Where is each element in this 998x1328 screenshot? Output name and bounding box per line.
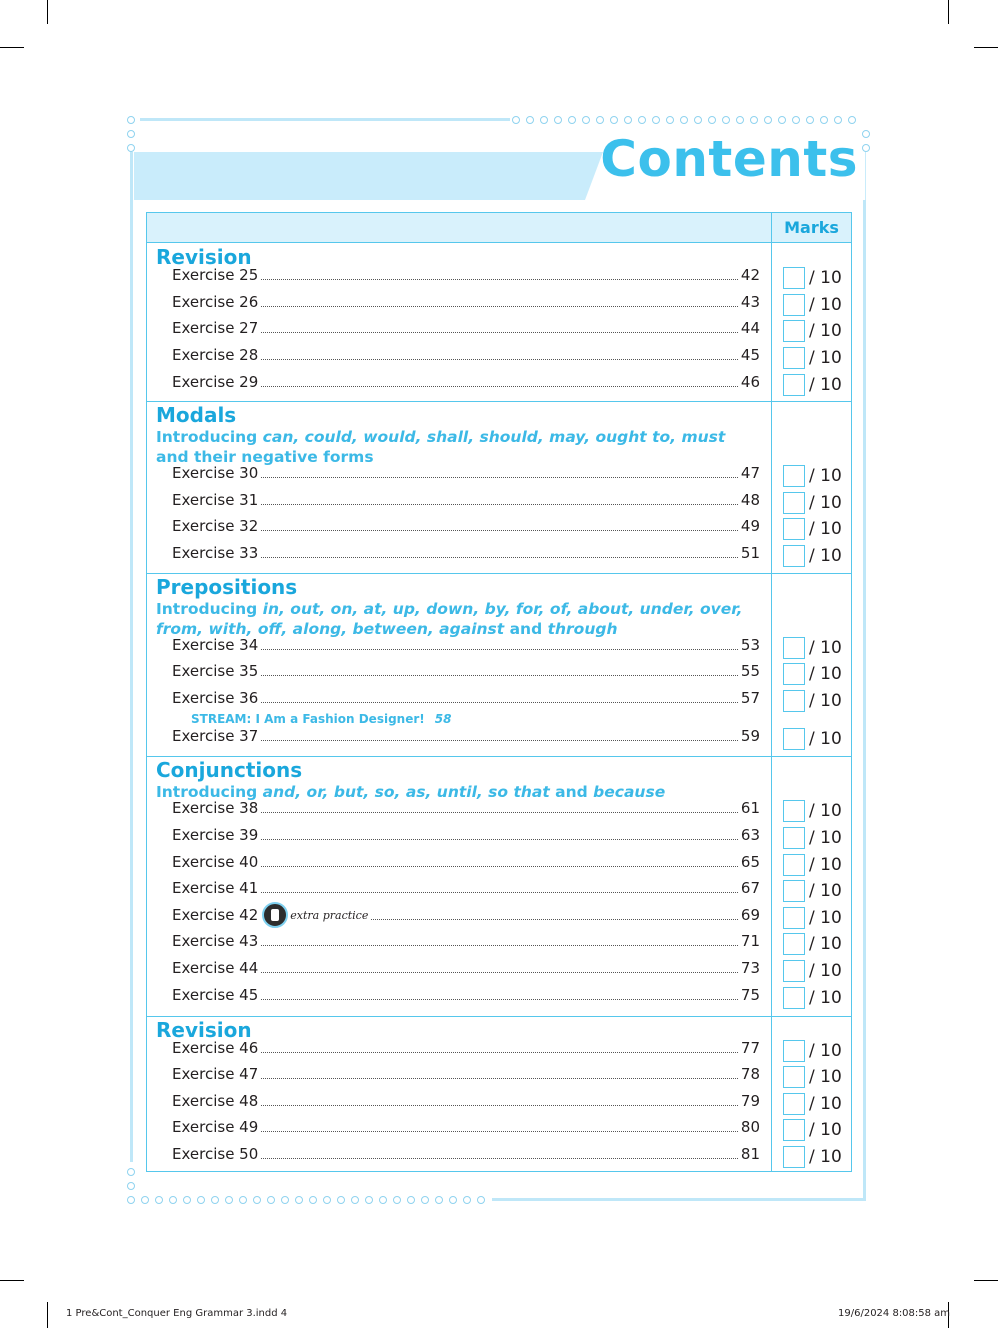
mark-input-box[interactable]	[783, 690, 805, 712]
mark-total: / 10	[809, 546, 842, 566]
mark-entry	[783, 960, 842, 982]
mark-input-box[interactable]	[783, 374, 805, 396]
dot-leader	[261, 999, 738, 1000]
mark-input-box[interactable]	[783, 827, 805, 849]
exercise-name: Exercise 50	[172, 1145, 259, 1163]
page-number: 42	[740, 266, 760, 284]
exercise-name: Exercise 36	[172, 689, 259, 707]
page-number: 75	[740, 986, 760, 1004]
frame-dot	[694, 116, 702, 124]
mark-input-box[interactable]	[783, 1093, 805, 1115]
mark-entry	[783, 880, 842, 902]
mark-entry	[783, 545, 842, 567]
frame-dot	[127, 116, 135, 124]
exercise-name: Exercise 26	[172, 293, 259, 311]
exercise-name: Exercise 48	[172, 1092, 259, 1110]
mark-input-box[interactable]	[783, 728, 805, 750]
frame-dot	[862, 130, 870, 138]
mark-entry	[783, 854, 842, 876]
mark-total: / 10	[809, 1041, 842, 1061]
exercise-row[interactable]	[172, 877, 760, 897]
frame-dot	[127, 1196, 135, 1204]
dot-leader	[261, 306, 738, 307]
mark-total: / 10	[809, 988, 842, 1008]
frame-dot	[351, 1196, 359, 1204]
page-title: Contents	[600, 130, 858, 188]
stream-page: 58	[434, 712, 452, 726]
contents-table	[146, 212, 852, 1172]
section-intro	[156, 427, 756, 467]
exercise-row[interactable]	[172, 797, 760, 817]
mark-input-box[interactable]	[783, 465, 805, 487]
frame-dot	[309, 1196, 317, 1204]
exercise-name: Exercise 37	[172, 727, 259, 745]
exercise-row[interactable]	[172, 542, 760, 562]
mark-input-box[interactable]	[783, 492, 805, 514]
exercise-name: Exercise 33	[172, 544, 259, 562]
frame-dot	[183, 1196, 191, 1204]
frame-dot	[610, 116, 618, 124]
frame-dot	[435, 1196, 443, 1204]
dot-leader	[261, 1078, 738, 1079]
exercise-name: Exercise 28	[172, 346, 259, 364]
exercise-name: Exercise 46	[172, 1039, 259, 1057]
frame-dot	[421, 1196, 429, 1204]
dot-leader	[261, 892, 738, 893]
frame-dot	[407, 1196, 415, 1204]
exercise-row[interactable]	[172, 930, 760, 950]
dot-leader	[371, 919, 738, 920]
marks-header: Marks	[784, 218, 839, 237]
frame-dot	[127, 130, 135, 138]
section-title: Revision	[156, 245, 252, 269]
frame-right-line	[863, 152, 866, 1200]
exercise-row[interactable]	[172, 291, 760, 311]
frame-dot	[750, 116, 758, 124]
dot-leader	[261, 945, 738, 946]
exercise-row[interactable]	[172, 1063, 760, 1083]
exercise-name: Exercise 45	[172, 986, 259, 1004]
frame-dot	[568, 116, 576, 124]
intro-and: and	[504, 620, 548, 638]
dot-leader	[261, 675, 738, 676]
dot-leader	[261, 972, 738, 973]
frame-dot	[806, 116, 814, 124]
mark-total: / 10	[809, 466, 842, 486]
mark-entry	[783, 663, 842, 685]
crop-mark	[47, 0, 48, 24]
frame-dot	[281, 1196, 289, 1204]
mark-input-box[interactable]	[783, 320, 805, 342]
frame-dot	[834, 116, 842, 124]
mark-total: / 10	[809, 801, 842, 821]
intro-and: and	[549, 783, 594, 801]
page-number: 53	[740, 636, 760, 654]
dot-leader	[261, 279, 738, 280]
frame-dot	[778, 116, 786, 124]
exercise-row[interactable]	[172, 725, 760, 745]
mark-input-box[interactable]	[783, 960, 805, 982]
exercise-row[interactable]	[172, 344, 760, 364]
intro-last: through	[547, 620, 618, 638]
mark-input-box[interactable]	[783, 1146, 805, 1168]
section-title: Conjunctions	[156, 758, 303, 782]
exercise-row[interactable]	[172, 1090, 760, 1110]
frame-dots-left-top	[127, 116, 135, 152]
mark-total: / 10	[809, 1094, 842, 1114]
frame-top-line	[140, 118, 510, 121]
dot-leader	[261, 504, 738, 505]
page-number: 81	[740, 1145, 760, 1163]
mark-total: / 10	[809, 519, 842, 539]
frame-dot	[554, 116, 562, 124]
exercise-row[interactable]	[172, 824, 760, 844]
dot-leader	[261, 332, 738, 333]
page-number: 65	[740, 853, 760, 871]
intro-last: because	[593, 783, 666, 801]
dot-leader	[261, 649, 738, 650]
frame-dot	[736, 116, 744, 124]
exercise-row[interactable]	[172, 904, 760, 924]
frame-dot	[127, 1168, 135, 1176]
frame-bottom-line	[492, 1198, 866, 1201]
frame-dot	[295, 1196, 303, 1204]
frame-dots-top	[512, 116, 856, 124]
crop-mark	[974, 1280, 998, 1281]
exercise-row[interactable]	[172, 1116, 760, 1136]
frame-dot	[211, 1196, 219, 1204]
dot-leader	[261, 1131, 738, 1132]
exercise-row[interactable]	[172, 984, 760, 1004]
exercise-name: Exercise 31	[172, 491, 259, 509]
mark-entry	[783, 1093, 842, 1115]
mark-total: / 10	[809, 664, 842, 684]
section-title: Prepositions	[156, 575, 298, 599]
section-divider	[147, 573, 851, 574]
exercise-name: Exercise 49	[172, 1118, 259, 1136]
frame-left-line	[130, 152, 133, 1162]
mark-total: / 10	[809, 855, 842, 875]
page-number: 51	[740, 544, 760, 562]
exercise-row[interactable]	[172, 660, 760, 680]
frame-dot	[512, 116, 520, 124]
mark-total: / 10	[809, 638, 842, 658]
mark-input-box[interactable]	[783, 637, 805, 659]
frame-dot	[708, 116, 716, 124]
section-intro	[156, 599, 756, 639]
mark-total: / 10	[809, 493, 842, 513]
mark-input-box[interactable]	[783, 1040, 805, 1062]
page-number: 73	[740, 959, 760, 977]
exercise-row[interactable]	[172, 515, 760, 535]
frame-dot	[596, 116, 604, 124]
page-number: 44	[740, 319, 760, 337]
frame-dot	[540, 116, 548, 124]
mark-total: / 10	[809, 1147, 842, 1167]
mark-total: / 10	[809, 961, 842, 981]
mark-entry	[783, 907, 842, 929]
exercise-name: Exercise 47	[172, 1065, 259, 1083]
exercise-name: Exercise 30	[172, 464, 259, 482]
frame-dot	[680, 116, 688, 124]
dot-leader	[261, 1052, 738, 1053]
mark-total: / 10	[809, 1120, 842, 1140]
frame-dot	[848, 116, 856, 124]
intro-items: can, could, would, shall, should, may, ought to, must	[262, 428, 726, 446]
frame-dot	[253, 1196, 261, 1204]
exercise-row[interactable]	[172, 1143, 760, 1163]
frame-dots-left-bottom	[127, 1168, 135, 1190]
frame-dot	[792, 116, 800, 124]
mark-input-box[interactable]	[783, 987, 805, 1009]
mark-entry	[783, 320, 842, 342]
frame-dot	[666, 116, 674, 124]
mark-total: / 10	[809, 1067, 842, 1087]
exercise-row[interactable]	[172, 687, 760, 707]
mark-input-box[interactable]	[783, 545, 805, 567]
mark-entry	[783, 1040, 842, 1062]
mark-entry	[783, 637, 842, 659]
page-number: 46	[740, 373, 760, 391]
page-number: 79	[740, 1092, 760, 1110]
page-number: 61	[740, 799, 760, 817]
mark-entry	[783, 690, 842, 712]
crop-mark	[0, 1280, 24, 1281]
page-number: 78	[740, 1065, 760, 1083]
dot-leader	[261, 812, 738, 813]
mark-entry	[783, 374, 842, 396]
section-divider	[147, 1016, 851, 1017]
exercise-row[interactable]	[172, 634, 760, 654]
dot-leader	[261, 530, 738, 531]
exercise-row[interactable]	[172, 264, 760, 284]
mark-total: / 10	[809, 268, 842, 288]
crop-mark	[974, 47, 998, 48]
page-number: 80	[740, 1118, 760, 1136]
page-number: 47	[740, 464, 760, 482]
frame-dot	[379, 1196, 387, 1204]
exercise-row[interactable]	[172, 489, 760, 509]
mark-input-box[interactable]	[783, 294, 805, 316]
exercise-name: Exercise 25	[172, 266, 259, 284]
frame-dot	[638, 116, 646, 124]
frame-dot	[862, 144, 870, 152]
exercise-name: Exercise 29	[172, 373, 259, 391]
exercise-name: Exercise 41	[172, 879, 259, 897]
intro-lead: Introducing	[156, 600, 263, 618]
mark-input-box[interactable]	[783, 800, 805, 822]
frame-dot	[820, 116, 828, 124]
exercise-row[interactable]	[172, 957, 760, 977]
dot-leader	[261, 1105, 738, 1106]
frame-dots-bottom	[127, 1196, 485, 1204]
mark-entry	[783, 492, 842, 514]
exercise-row[interactable]	[172, 371, 760, 391]
exercise-name: Exercise 43	[172, 932, 259, 950]
page-number: 69	[740, 906, 760, 924]
dot-leader	[261, 386, 738, 387]
frame-dot	[239, 1196, 247, 1204]
mark-input-box[interactable]	[783, 907, 805, 929]
mark-input-box[interactable]	[783, 1066, 805, 1088]
mark-input-box[interactable]	[783, 1119, 805, 1141]
frame-dot	[337, 1196, 345, 1204]
stream-label: STREAM: I Am a Fashion Designer!	[191, 712, 425, 726]
mark-input-box[interactable]	[783, 854, 805, 876]
page-number: 59	[740, 727, 760, 745]
page-number: 55	[740, 662, 760, 680]
mark-input-box[interactable]	[783, 347, 805, 369]
exercise-row[interactable]	[172, 317, 760, 337]
dot-leader	[261, 557, 738, 558]
mark-entry	[783, 347, 842, 369]
page-number: 49	[740, 517, 760, 535]
frame-dot	[463, 1196, 471, 1204]
mark-entry	[783, 1066, 842, 1088]
mark-entry	[783, 933, 842, 955]
section-title: Modals	[156, 403, 237, 427]
dot-leader	[261, 740, 738, 741]
frame-dot	[323, 1196, 331, 1204]
frame-dot	[141, 1196, 149, 1204]
frame-dot	[365, 1196, 373, 1204]
mark-total: / 10	[809, 691, 842, 711]
crop-mark	[948, 0, 949, 24]
intro-lead: Introducing	[156, 428, 263, 446]
frame-dot	[477, 1196, 485, 1204]
exercise-row[interactable]	[172, 1037, 760, 1057]
mark-total: / 10	[809, 321, 842, 341]
frame-dot	[155, 1196, 163, 1204]
mark-entry	[783, 987, 842, 1009]
marks-column-divider	[771, 213, 772, 1171]
mark-entry	[783, 465, 842, 487]
frame-dot	[764, 116, 772, 124]
exercise-row[interactable]	[172, 851, 760, 871]
exercise-name: Exercise 32	[172, 517, 259, 535]
frame-dot	[267, 1196, 275, 1204]
mark-entry	[783, 267, 842, 289]
frame-dot	[652, 116, 660, 124]
mark-entry	[783, 1146, 842, 1168]
page-number: 57	[740, 689, 760, 707]
exercise-name: Exercise 34	[172, 636, 259, 654]
dot-leader	[261, 1158, 738, 1159]
mark-entry	[783, 728, 842, 750]
dot-leader	[261, 477, 738, 478]
page-number: 63	[740, 826, 760, 844]
mark-input-box[interactable]	[783, 880, 805, 902]
exercise-name: Exercise 39	[172, 826, 259, 844]
section-divider	[147, 401, 851, 402]
dot-leader	[261, 866, 738, 867]
frame-dots-right-top	[862, 130, 870, 152]
exercise-name: Exercise 27	[172, 319, 259, 337]
mark-entry	[783, 518, 842, 540]
dot-leader	[261, 839, 738, 840]
mark-total: / 10	[809, 375, 842, 395]
mark-input-box[interactable]	[783, 518, 805, 540]
frame-dot	[169, 1196, 177, 1204]
exercise-name: Exercise 40	[172, 853, 259, 871]
frame-dot	[722, 116, 730, 124]
mark-total: / 10	[809, 348, 842, 368]
section-divider	[147, 756, 851, 757]
mark-total: / 10	[809, 881, 842, 901]
mark-entry	[783, 827, 842, 849]
page-number: 67	[740, 879, 760, 897]
mark-total: / 10	[809, 828, 842, 848]
mark-total: / 10	[809, 908, 842, 928]
exercise-name: Exercise 35	[172, 662, 259, 680]
extra-practice-icon	[262, 902, 288, 928]
mark-input-box[interactable]	[783, 663, 805, 685]
frame-dot	[526, 116, 534, 124]
extra-practice-label: extra practice	[290, 909, 369, 922]
intro-items: in, out, on, at, up, down, by, for, of, about, under, over, from, with, off, along, between, against	[156, 600, 743, 638]
page-number: 45	[740, 346, 760, 364]
mark-total: / 10	[809, 295, 842, 315]
section-title: Revision	[156, 1018, 252, 1042]
mark-entry	[783, 800, 842, 822]
mark-entry	[783, 1119, 842, 1141]
intro-items: and, or, but, so, as, until, so that	[262, 783, 550, 801]
exercise-name: Exercise 42	[172, 906, 259, 924]
page-number: 43	[740, 293, 760, 311]
dot-leader	[261, 702, 738, 703]
mark-entry	[783, 294, 842, 316]
exercise-name: Exercise 38	[172, 799, 259, 817]
frame-dot	[582, 116, 590, 124]
frame-dot	[127, 1182, 135, 1190]
table-header	[147, 213, 851, 243]
intro-lead: Introducing	[156, 783, 263, 801]
page-number: 77	[740, 1039, 760, 1057]
frame-dot	[225, 1196, 233, 1204]
mark-input-box[interactable]	[783, 933, 805, 955]
intro-tail: and their negative forms	[156, 448, 374, 466]
exercise-row[interactable]	[172, 462, 760, 482]
frame-dot	[393, 1196, 401, 1204]
footer-filename: 1 Pre&Cont_Conquer Eng Grammar 3.indd 4	[66, 1308, 288, 1319]
crop-mark	[47, 1302, 48, 1328]
frame-dot	[449, 1196, 457, 1204]
frame-dot	[624, 116, 632, 124]
page-number: 48	[740, 491, 760, 509]
mark-input-box[interactable]	[783, 267, 805, 289]
crop-mark	[0, 47, 24, 48]
frame-dot	[127, 144, 135, 152]
footer-timestamp: 19/6/2024 8:08:58 am	[838, 1308, 951, 1319]
exercise-name: Exercise 44	[172, 959, 259, 977]
dot-leader	[261, 359, 738, 360]
page-number: 71	[740, 932, 760, 950]
mark-total: / 10	[809, 934, 842, 954]
mark-total: / 10	[809, 729, 842, 749]
stream-note	[191, 712, 451, 726]
frame-dot	[197, 1196, 205, 1204]
